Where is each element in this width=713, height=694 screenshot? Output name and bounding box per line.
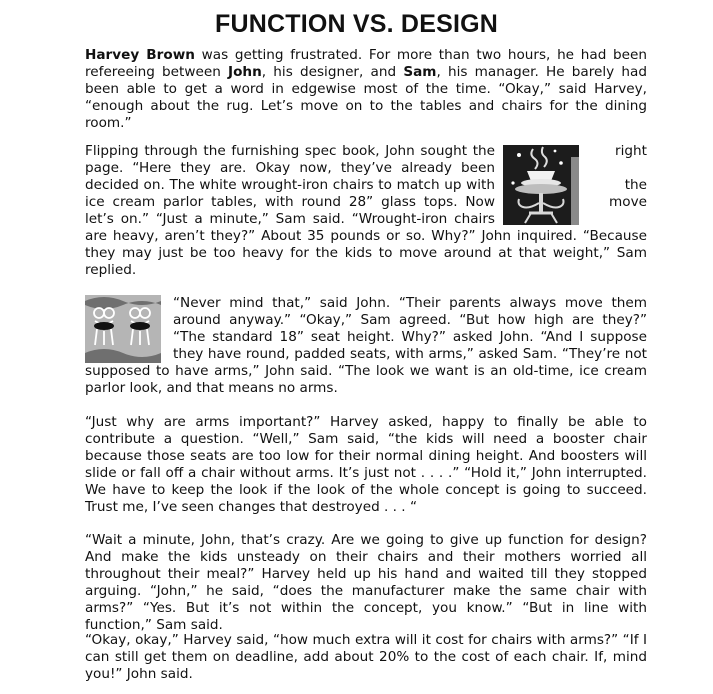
paragraph-1 [85, 47, 647, 132]
table-illustration-block [495, 143, 647, 228]
paragraph-2 [85, 143, 647, 279]
side-word-2: the [624, 177, 647, 193]
paragraph-1-text-c: , his manager. He barely had been able to get a word in edgewise most of the time. “Okay,” said Harvey, “enough about the rug. Let’s move on to the tables and chairs for the dining room.” [85, 64, 647, 131]
paragraph-2-text: Flipping through the furnishing spec book, John sought the page. “Here they are. Okay now, they’ve already been decided on. The white wrought-iron chairs to match up with ice cream parlor tables, with round 28” glass tops. Now let’s on.” “Just a minute,” Sam said. “Wrought-iron chairs are heavy, aren’t they?” About 35 pounds or so. Why?” John inquired. “Because they may just be too heavy for the kids to move around at that weight,” Sam replied. [85, 143, 647, 278]
paragraph-3-text: “Never mind that,” said John. “Their parents always move them around anyway.” “Okay,” Sam agreed. “But how high are they?” “The standard 18” seat height. Why?” asked John. “And I suppose they have round, padded seats, with arms,” asked Sam. “They’re not supposed to have arms,” John said. “The look we want is an old-time, ice cream parlor look, and that means no arms. [85, 295, 647, 396]
paragraph-4: “Just why are arms important?” Harvey asked, happy to finally be able to contribute a question. “Well,” Sam said, “the kids will need a booster chair because those seats are too low for their normal dining height. And boosters will slide or fall off a chair without arms. It’s just not . . . .” “Hold it,” John interrupted. We have to keep the look if the look of the whole concept is going to succeed. Trust me, I’ve seen changes that destroyed . . . “ [85, 414, 647, 515]
paragraph-5: “Wait a minute, John, that’s crazy. Are we going to give up function for design? And make the kids unsteady on their chairs and their mothers worried all throughout their meal?” Harvey held up his hand and waited till they stopped arguing. “John,” he said, “does the manufacturer make the same chair with arms?” “Yes. But it’s not within the concept, you know.” “But in line with function,” Sam said. [85, 532, 647, 633]
paragraph-1-text-a: was getting frustrated. For more than two hours, he had been refereeing between [85, 47, 647, 80]
side-word-3: move [609, 194, 647, 210]
name-sam: Sam [403, 64, 437, 80]
paragraph-3 [85, 295, 647, 397]
chairs-illustration-block [85, 295, 169, 363]
ice-cream-table-illustration [495, 143, 595, 228]
wrought-iron-chairs-illustration [85, 295, 161, 363]
document-title: FUNCTION VS. DESIGN [215, 10, 498, 38]
name-john: John [228, 64, 262, 80]
paragraph-6: “Okay, okay,” Harvey said, “how much extra will it cost for chairs with arms?” “If I can still get them on deadline, add about 20% to the cost of each chair. If, mind you!” John said. [85, 632, 647, 682]
paragraph-1-text-b: , his designer, and [261, 64, 404, 80]
side-word-1: right [615, 143, 647, 159]
name-harvey-brown: Harvey Brown [85, 47, 195, 63]
